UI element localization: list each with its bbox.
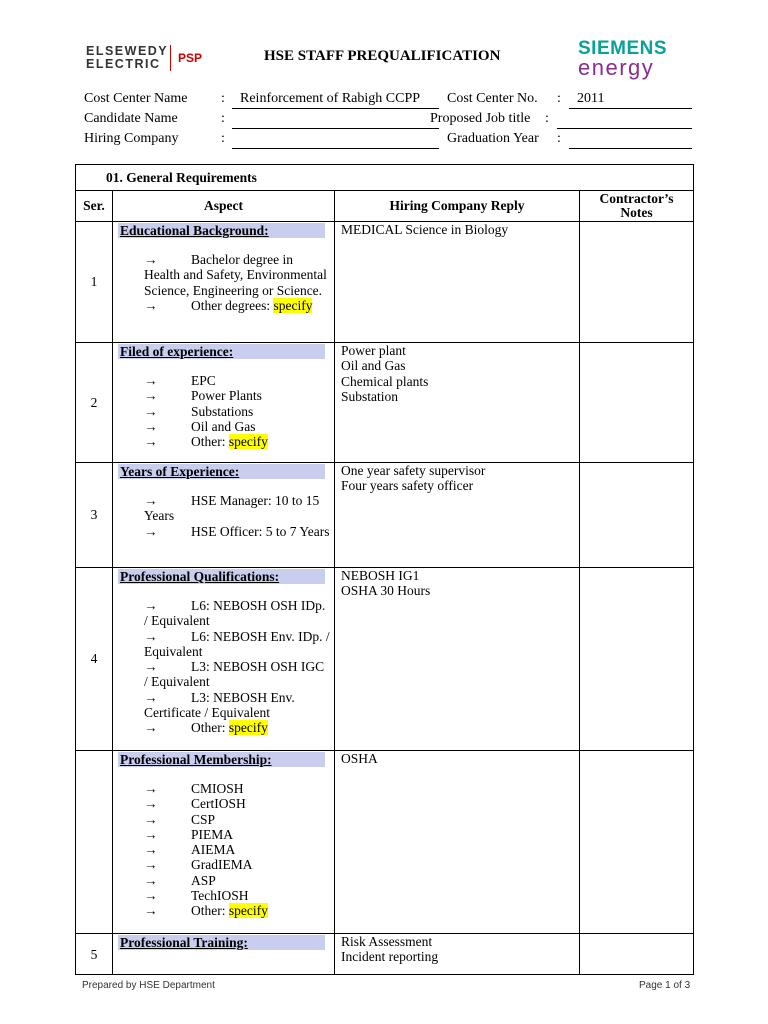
aspect-item <box>144 873 330 888</box>
reply-line: Risk Assessment <box>341 934 433 949</box>
logo-line-2: ELECTRIC <box>86 57 161 71</box>
arrow-icon: → <box>144 373 158 388</box>
aspect-item-text: Other: <box>191 903 226 919</box>
cost-center-name-label: Cost Center Name <box>84 91 188 106</box>
specify-highlight[interactable]: specify <box>228 434 268 450</box>
aspect-item-text: PIEMA <box>191 826 234 842</box>
reply-line: Power plant <box>341 343 406 358</box>
footer-page-number: Page 1 of 3 <box>639 980 691 991</box>
aspect-item-text: Other degrees: <box>191 297 271 313</box>
header-aspect: Aspect <box>113 191 335 222</box>
table-row <box>76 222 694 343</box>
aspect-item <box>144 373 330 388</box>
aspect-item <box>144 388 330 403</box>
reply-line: OSHA 30 Hours <box>341 583 431 599</box>
row-serial: 5 <box>76 934 113 975</box>
aspect-item <box>144 598 330 629</box>
arrow-icon: → <box>144 598 158 613</box>
footer-divider <box>75 974 693 975</box>
aspect-item-text: AIEMA <box>191 842 236 858</box>
reply-cell[interactable] <box>335 568 580 751</box>
arrow-icon: → <box>144 689 158 705</box>
aspect-item <box>144 903 330 918</box>
aspect-item-text: CMIOSH <box>191 781 244 796</box>
arrow-icon: → <box>144 720 158 736</box>
cost-center-no-label: Cost Center No. <box>447 91 538 106</box>
aspect-item-text: GradIEMA <box>191 857 253 873</box>
row-serial <box>76 751 113 934</box>
aspect-cell <box>113 568 335 751</box>
aspect-heading: Professional Qualifications: <box>118 569 325 584</box>
arrow-icon: → <box>144 403 158 419</box>
reply-line: Chemical plants <box>341 373 429 389</box>
notes-cell[interactable] <box>580 934 694 975</box>
colon: : <box>557 91 561 106</box>
reply-line: OSHA <box>341 751 378 766</box>
arrow-icon: → <box>144 903 158 919</box>
cost-center-name-value[interactable]: Reinforcement of Rabigh CCPP <box>240 91 421 106</box>
table-row <box>76 751 694 934</box>
arrow-icon: → <box>144 796 158 812</box>
candidate-name-label: Candidate Name <box>84 111 178 126</box>
aspect-item <box>144 404 330 419</box>
arrow-icon: → <box>144 811 158 827</box>
aspect-item <box>144 493 330 524</box>
aspect-item-text: Oil and Gas <box>191 418 256 434</box>
table-row <box>76 568 694 751</box>
aspect-heading: Professional Membership: <box>118 752 325 767</box>
aspect-cell <box>113 934 335 975</box>
aspect-item-text: HSE Officer: 5 to 7 Years <box>191 523 330 539</box>
aspect-item-text: L3: NEBOSH Env. Certificate / Equivalent <box>144 689 295 721</box>
proposed-job-title-underline <box>557 128 692 129</box>
aspect-item-text: CertIOSH <box>191 796 246 812</box>
aspect-heading: Years of Experience: <box>118 464 325 479</box>
arrow-icon: → <box>144 888 158 904</box>
psp-tag: PSP <box>178 51 203 65</box>
arrow-icon: → <box>144 872 158 888</box>
aspect-cell <box>113 343 335 463</box>
aspect-item-text: CSP <box>191 811 216 827</box>
aspect-item <box>144 857 330 872</box>
row-serial: 1 <box>76 222 113 343</box>
aspect-item <box>144 842 330 857</box>
colon: : <box>221 111 225 126</box>
arrow-icon: → <box>144 781 158 796</box>
arrow-icon: → <box>144 628 158 644</box>
row-serial: 2 <box>76 343 113 463</box>
aspect-item-text: Substations <box>191 403 254 419</box>
reply-cell[interactable] <box>335 751 580 934</box>
cost-center-no-value[interactable]: 2011 <box>577 91 605 106</box>
colon: : <box>557 131 561 146</box>
table-row <box>76 463 694 568</box>
arrow-icon: → <box>144 297 158 313</box>
hiring-company-underline <box>232 148 439 149</box>
aspect-item <box>144 720 330 735</box>
header-notes: Contractor’s Notes <box>580 191 694 222</box>
aspect-heading: Educational Background: <box>118 223 325 238</box>
arrow-icon: → <box>144 826 158 842</box>
arrow-icon: → <box>144 857 158 873</box>
colon: : <box>545 111 549 126</box>
specify-highlight[interactable]: specify <box>228 720 268 736</box>
aspect-items <box>118 781 330 919</box>
cost-center-no-underline <box>569 108 692 109</box>
graduation-year-label: Graduation Year <box>447 131 539 146</box>
aspect-item <box>144 419 330 434</box>
notes-cell[interactable] <box>580 222 694 343</box>
aspect-items <box>118 373 330 449</box>
arrow-icon: → <box>144 842 158 858</box>
table-body <box>76 222 694 975</box>
section-title: 01. General Requirements <box>76 165 694 191</box>
aspect-item-text: Power Plants <box>191 388 262 404</box>
aspect-item-text: HSE Manager: 10 to 15 Years <box>144 493 320 524</box>
aspect-item <box>144 796 330 811</box>
reply-line: NEBOSH IG1 <box>341 568 420 583</box>
aspect-item-text: L3: NEBOSH OSH IGC / Equivalent <box>144 659 325 690</box>
reply-line: Oil and Gas <box>341 358 406 374</box>
arrow-icon: → <box>144 252 158 267</box>
logo-line-1: ELSEWEDY <box>86 44 169 58</box>
aspect-items <box>118 252 330 313</box>
energy-wordmark: energy <box>578 55 655 80</box>
aspect-item <box>144 524 330 539</box>
requirements-table <box>75 164 694 975</box>
reply-line: Substation <box>341 388 399 404</box>
aspect-item <box>144 629 330 660</box>
header-reply: Hiring Company Reply <box>335 191 580 222</box>
colon: : <box>221 131 225 146</box>
aspect-item-text: ASP <box>191 872 216 888</box>
document-title: HSE STAFF PREQUALIFICATION <box>264 48 501 64</box>
siemens-wordmark: SIEMENS <box>578 38 668 59</box>
reply-cell[interactable] <box>335 934 580 975</box>
specify-highlight[interactable]: specify <box>273 297 313 313</box>
colon: : <box>221 91 225 106</box>
graduation-year-underline <box>569 148 692 149</box>
aspect-heading: Professional Training: <box>118 935 325 950</box>
arrow-icon: → <box>144 434 158 450</box>
cost-center-name-underline <box>232 108 439 109</box>
aspect-cell <box>113 463 335 568</box>
arrow-icon: → <box>144 523 158 539</box>
row-serial: 4 <box>76 568 113 751</box>
arrow-icon: → <box>144 388 158 404</box>
reply-cell[interactable] <box>335 343 580 463</box>
reply-line: Four years safety officer <box>341 478 474 494</box>
aspect-item-text: Other: <box>191 434 226 450</box>
row-serial: 3 <box>76 463 113 568</box>
header-ser: Ser. <box>76 191 113 222</box>
aspect-item-text: L6: NEBOSH OSH IDp. / Equivalent <box>144 598 326 629</box>
specify-highlight[interactable]: specify <box>228 903 268 919</box>
reply-cell[interactable] <box>335 222 580 343</box>
arrow-icon: → <box>144 659 158 675</box>
aspect-heading: Filed of experience: <box>118 344 325 359</box>
aspect-item <box>144 659 330 690</box>
aspect-item <box>144 690 330 721</box>
aspect-item-text: EPC <box>191 373 216 388</box>
aspect-item-text: Other: <box>191 720 226 736</box>
aspect-item <box>144 812 330 827</box>
aspect-item <box>144 827 330 842</box>
notes-cell[interactable] <box>580 751 694 934</box>
aspect-cell <box>113 222 335 343</box>
table-row <box>76 343 694 463</box>
hiring-company-label: Hiring Company <box>84 131 179 146</box>
reply-line: Incident reporting <box>341 949 439 965</box>
aspect-item <box>144 434 330 449</box>
aspect-items <box>118 598 330 736</box>
aspect-item-text: TechIOSH <box>191 888 249 904</box>
reply-line: One year safety supervisor <box>341 463 486 478</box>
arrow-icon: → <box>144 418 158 434</box>
notes-cell[interactable] <box>580 463 694 568</box>
proposed-job-title-label: Proposed Job title <box>430 111 531 126</box>
reply-cell[interactable] <box>335 463 580 568</box>
aspect-item <box>144 252 330 298</box>
aspect-item <box>144 781 330 796</box>
footer-prepared-by: Prepared by HSE Department <box>82 980 215 991</box>
aspect-item-text: Bachelor degree in Health and Safety, Environmental Science, Engineering or Science. <box>144 252 327 298</box>
aspect-item-text: L6: NEBOSH Env. IDp. / Equivalent <box>144 628 330 659</box>
siemens-energy-logo <box>578 40 667 78</box>
aspect-item <box>144 298 330 313</box>
candidate-name-underline <box>232 128 439 129</box>
logo-divider <box>170 45 171 71</box>
notes-cell[interactable] <box>580 568 694 751</box>
elsewedy-logo <box>86 44 203 71</box>
aspect-items <box>118 493 330 539</box>
notes-cell[interactable] <box>580 343 694 463</box>
arrow-icon: → <box>144 493 158 508</box>
reply-line: MEDICAL Science in Biology <box>341 222 509 237</box>
table-row <box>76 934 694 975</box>
aspect-cell <box>113 751 335 934</box>
aspect-item <box>144 888 330 903</box>
